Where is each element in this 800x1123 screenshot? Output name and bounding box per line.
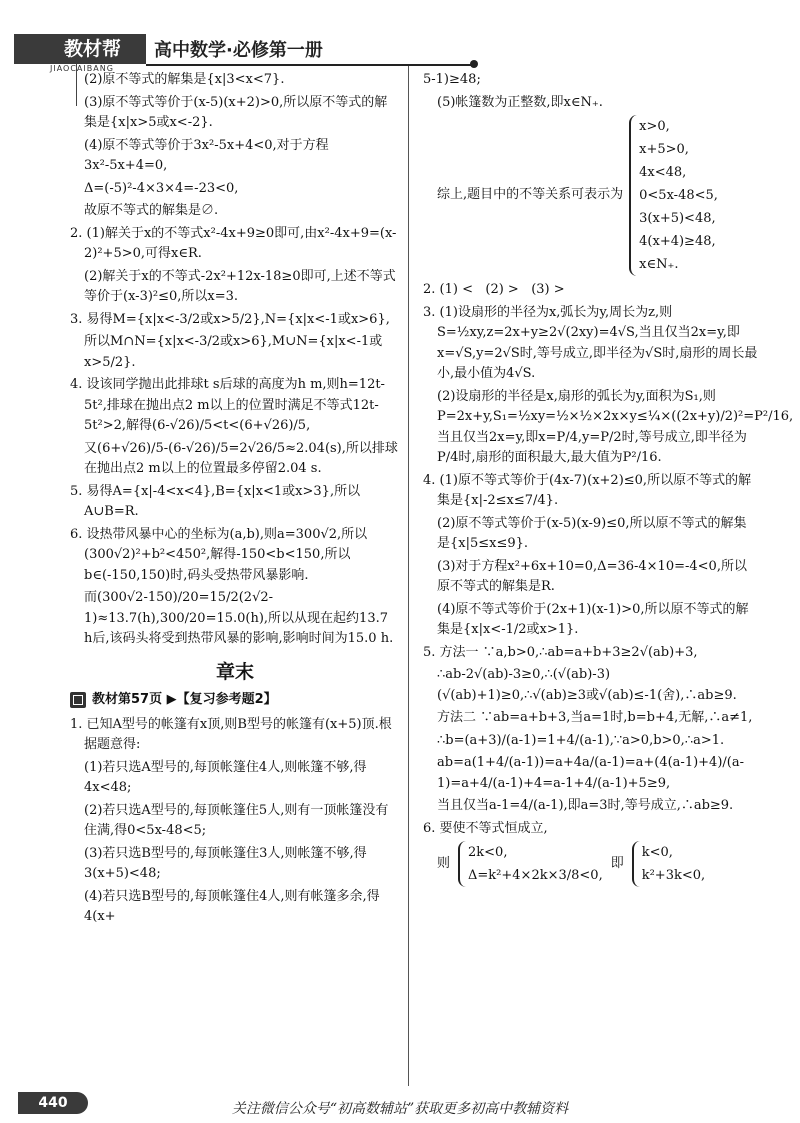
answer-line: 5. 易得A={x|-4<x<4},B={x|x<1或x>3},所以A∪B=R.	[70, 483, 361, 519]
system-label: 综上,题目中的不等关系可表示为	[437, 187, 624, 203]
book-icon	[70, 692, 86, 708]
answer-line: (2)若只选A型号的,每顶帐篷住5人,则有一顶帐篷没有住满,得0<5x-48<5;	[84, 802, 389, 838]
textbook-reference	[70, 690, 400, 711]
inequality-system	[423, 115, 758, 276]
system-row: x+5>0,	[639, 142, 689, 157]
section-title: 章末	[215, 660, 254, 683]
answer-line: 4. 设该同学抛出此排球t s后球的高度为h m,则h=12t-5t²,排球在抛出点2 m以上的位置时满足不等式12t-5t²>2,解得(6-√26)/5<t<(6+√26)/5,	[70, 377, 385, 433]
brand-subtitle: JIAOCAIBANG	[50, 64, 114, 73]
answer-line: (3)原不等式等价于(x-5)(x+2)>0,所以原不等式的解集是{x|x>5或x<-2}.	[84, 94, 388, 130]
answer-line: (2)解关于x的不等式-2x²+12x-18≥0即可,上述不等式等价于(x-3)²≤0,所以x=3.	[84, 268, 396, 304]
page-number: 440	[18, 1092, 88, 1114]
answer-line: (2)设扇形的半径是x,扇形的弧长为y,面积为S₁,则P=2x+y,S₁=½xy=½×½×2x×y≤¼×((2x+y)/2)²=P²/16,当且仅当2x=y,即x=P/4,y=P/2时,等号成立,即半径为P/4时,扇形的面积最大,最大值为P²/16.	[437, 388, 794, 465]
system-row: k²+3k<0,	[641, 868, 706, 883]
header-dot	[470, 60, 478, 68]
left-column	[70, 70, 400, 930]
answer-line: (4)原不等式等价于3x²-5x+4<0,对于方程3x²-5x+4=0,	[84, 137, 329, 173]
answer-line: (5)帐篷数为正整数,即x∈N₊.	[437, 94, 603, 110]
answer-line: 5. 方法一 ∵a,b>0,∴ab=a+b+3≥2√(ab)+3,	[423, 644, 698, 660]
answer-line: 1. 已知A型号的帐篷有x顶,则B型号的帐篷有(x+5)顶.根据题意得:	[70, 716, 392, 752]
answer-line: (1)若只选A型号的,每顶帐篷住4人,则帐篷不够,得4x<48;	[84, 759, 367, 795]
column-divider	[408, 66, 409, 1086]
answer-line: 5-1)≥48;	[423, 72, 481, 87]
answer-line: ∴ab-2√(ab)-3≥0,∴(√(ab)-3)(√(ab)+1)≥0,∴√(ab)≥3或√(ab)≤-1(舍),∴ab≥9.	[437, 667, 737, 703]
page-header	[14, 34, 474, 74]
answer-line: 故原不等式的解集是∅.	[84, 203, 219, 218]
answer-line: (3)若只选B型号的,每顶帐篷住3人,则帐篷不够,得3(x+5)<48;	[84, 845, 367, 881]
system-brace	[632, 841, 705, 887]
system-brace	[629, 115, 718, 276]
system-row: k<0,	[641, 845, 673, 860]
answer-line: (4)若只选B型号的,每顶帐篷住4人,则有帐篷多余,得4(x+	[84, 888, 380, 924]
header-rule	[146, 64, 474, 66]
system-row: 4x<48,	[639, 165, 687, 180]
answer-line: (3)对于方程x²+6x+10=0,Δ=36-4×10=-4<0,所以原不等式的解集是R.	[437, 558, 747, 594]
answer-line: (2)原不等式的解集是{x|3<x<7}.	[84, 72, 285, 87]
answer-line: 3. (1)设扇形的半径为x,弧长为y,周长为z,则S=½xy,z=2x+y≥2√(2xy)=4√S,当且仅当2x=y,即x=√S,y=2√S时,等号成立,即半径为√S时,扇形的周长最小,最小值为4√S.	[423, 304, 758, 381]
answer-line: 3. 易得M={x|x<-3/2或x>5/2},N={x|x<-1或x>6},	[70, 311, 390, 327]
system-row: x∈N₊.	[639, 257, 679, 272]
right-column	[423, 70, 794, 887]
system-row: 2k<0,	[468, 845, 508, 860]
book-title: 高中数学·必修第一册	[154, 40, 323, 61]
answer-line: 当且仅当a-1=4/(a-1),即a=3时,等号成立,∴ab≥9.	[437, 798, 734, 813]
reference-label: 教材第57页 ▶【复习参考题2】	[92, 692, 277, 707]
answer-line: 4. (1)原不等式等价于(4x-7)(x+2)≤0,所以原不等式的解集是{x|-2≤x≤7/4}.	[423, 472, 752, 508]
answer-line: 而(300√2-150)/20=15/2(2√2-1)≈13.7(h),300/20=15.0(h),所以从现在起约13.7 h后,该码头将受到热带风暴的影响,影响时间为15.0 h.	[84, 590, 394, 646]
brand-logo: 教材帮	[14, 34, 146, 64]
answer-line: 6. 设热带风暴中心的坐标为(a,b),则a=300√2,所以(300√2)²+b²<450²,解得-150<b<150,所以b∈(-150,150)时,码头受热带风暴影响.	[70, 526, 368, 583]
system-row: 3(x+5)<48,	[639, 211, 716, 226]
answer-line: 2. (1)解关于x的不等式x²-4x+9≥0即可,由x²-4x+9=(x-2)²+5>0,可得x∈R.	[70, 225, 397, 261]
system-label: 即	[610, 855, 624, 871]
answer-line: 所以M∩N={x|x<-3/2或x>6},M∪N={x|x<-1或x>5/2}.	[84, 334, 383, 370]
system-row: x>0,	[639, 119, 670, 134]
system-row: 0<5x-48<5,	[639, 188, 718, 203]
answer-line: (4)原不等式等价于(2x+1)(x-1)>0,所以原不等式的解集是{x|x<-1/2或x>1}.	[437, 601, 749, 637]
answer-line: (2)原不等式等价于(x-5)(x-9)≤0,所以原不等式的解集是{x|5≤x≤9}.	[437, 515, 747, 551]
answer-line: ∴b=(a+3)/(a-1)=1+4/(a-1),∵a>0,b>0,∴a>1.	[437, 732, 725, 748]
system-label: 则	[437, 855, 451, 871]
system-row: Δ=k²+4×2k×3/8<0,	[468, 868, 603, 883]
answer-line: 6. 要使不等式恒成立,	[423, 820, 548, 836]
system-brace	[458, 841, 603, 887]
answer-line: ab=a(1+4/(a-1))=a+4a/(a-1)=a+(4(a-1)+4)/(a-1)=a+4/(a-1)+4=a-1+4/(a-1)+5≥9,	[437, 755, 744, 791]
footer-note: 关注微信公众号“初高数辅站”获取更多初高中教辅资料	[231, 1101, 569, 1117]
answer-line: 又(6+√26)/5-(6-√26)/5=2√26/5≈2.04(s),所以排球在抛出点2 m以上的位置最多停留2.04 s.	[84, 440, 398, 476]
system-row: 4(x+4)≥48,	[639, 234, 716, 249]
condition-systems	[423, 841, 758, 887]
answer-line: 2. (1) < (2) > (3) >	[423, 282, 565, 297]
answer-line: 方法二 ∵ab=a+b+3,当a=1时,b=b+4,无解,∴a≠1,	[437, 710, 753, 725]
answer-line: Δ=(-5)²-4×3×4=-23<0,	[84, 180, 239, 196]
